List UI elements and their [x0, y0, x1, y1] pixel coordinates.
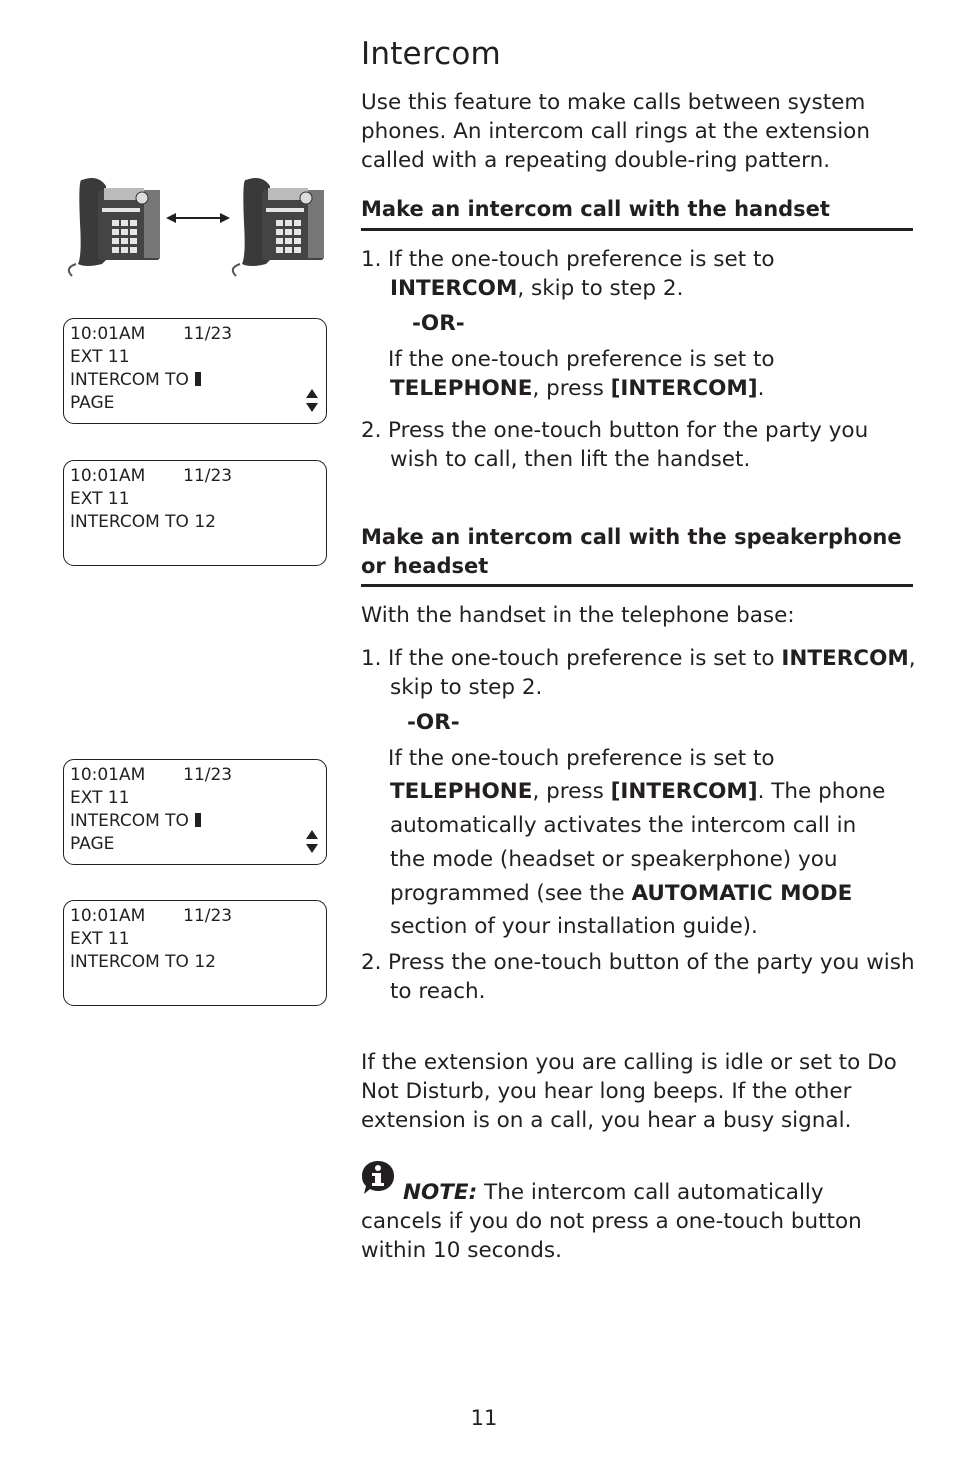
step-text: to reach. — [390, 979, 486, 1004]
step-text: Press the one-touch button for the party you — [388, 418, 869, 443]
step-number: 2. — [361, 950, 382, 975]
lcd-line: INTERCOM TO — [70, 811, 189, 831]
step-text — [388, 644, 916, 673]
lcd-date: 11/23 — [183, 324, 233, 344]
lcd-line: EXT 11 — [70, 489, 130, 509]
phones-illustration — [62, 168, 332, 280]
step-text: , — [908, 646, 916, 671]
step-text: , skip to step 2. — [517, 276, 684, 301]
keyword: INTERCOM — [781, 646, 909, 671]
or-separator: -OR- — [412, 311, 465, 336]
lcd-date: 11/23 — [183, 906, 233, 926]
step-text: wish to call, then lift the handset. — [390, 447, 751, 472]
step-number: 1. — [361, 646, 382, 671]
keyword: [INTERCOM] — [610, 779, 758, 804]
lcd-line: EXT 11 — [70, 347, 130, 367]
section-heading: Make an intercom call with the speakerphone — [361, 525, 902, 549]
section-heading: Make an intercom call with the handset — [361, 197, 830, 221]
lcd-line: EXT 11 — [70, 929, 130, 949]
up-down-arrows-icon — [306, 830, 318, 854]
note-label: NOTE: — [403, 1180, 478, 1205]
or-separator: -OR- — [407, 710, 460, 735]
heading-rule — [361, 584, 913, 587]
step-text: automatically activates the intercom call in — [390, 813, 857, 838]
step-text: , press — [532, 779, 611, 804]
step-text: If the one-touch preference is set to — [388, 646, 782, 671]
lcd-cursor — [195, 813, 201, 827]
step-text: . The phone — [757, 779, 886, 804]
intro-paragraph: Use this feature to make calls between system phones. An intercom call rings at the extension called with a repeating double-ring pattern. — [361, 90, 870, 173]
step-text — [390, 274, 683, 303]
lcd-line: PAGE — [70, 834, 115, 854]
page-title: Intercom — [361, 36, 501, 72]
step-text: Press the one-touch button of the party you wish — [388, 950, 915, 975]
lcd-line: PAGE — [70, 393, 115, 413]
page-number: 11 — [470, 1406, 498, 1430]
keyword: TELEPHONE — [390, 376, 533, 401]
step-text: . — [757, 376, 765, 401]
step-text: programmed (see the — [390, 881, 632, 906]
keyword: [INTERCOM] — [610, 376, 758, 401]
lcd-line: INTERCOM TO 12 — [70, 512, 216, 532]
lcd-line: INTERCOM TO — [70, 370, 189, 390]
keyword: INTERCOM — [390, 276, 518, 301]
up-down-arrows-icon — [306, 389, 318, 413]
lcd-time: 10:01AM — [70, 466, 146, 486]
keyword: TELEPHONE — [390, 779, 533, 804]
desk-phone-icon — [69, 178, 160, 276]
lcd-date: 11/23 — [183, 466, 233, 486]
step-text: the mode (headset or speakerphone) you — [390, 847, 838, 872]
lcd-time: 10:01AM — [70, 765, 146, 785]
note-text: The intercom call automatically cancels if you do not press a one-touch button within 10 seconds. — [361, 1180, 862, 1263]
step-number: 1. — [361, 247, 382, 272]
step-text — [390, 374, 764, 403]
section-heading: or headset — [361, 554, 489, 578]
busy-paragraph: If the extension you are calling is idle or set to Do Not Disturb, you hear long beeps. If the other extension is on a call, you hear a busy signal. — [361, 1050, 897, 1133]
step-text: section of your installation guide). — [390, 914, 758, 939]
lcd-cursor — [195, 372, 201, 386]
lcd-screen — [63, 460, 327, 566]
step-text: , press — [532, 376, 611, 401]
lcd-time: 10:01AM — [70, 906, 146, 926]
step-text: If the one-touch preference is set to — [388, 247, 775, 272]
step-text: If the one-touch preference is set to — [388, 347, 775, 372]
lcd-screen — [63, 900, 327, 1006]
step-text — [390, 879, 852, 908]
lead-text: With the handset in the telephone base: — [361, 603, 795, 628]
step-number: 2. — [361, 418, 382, 443]
keyword: AUTOMATIC MODE — [631, 881, 853, 906]
double-arrow-icon — [166, 213, 230, 223]
lcd-date: 11/23 — [183, 765, 233, 785]
lcd-screen — [63, 759, 327, 865]
note-paragraph — [361, 1178, 901, 1265]
lcd-line: INTERCOM TO 12 — [70, 952, 216, 972]
step-text — [390, 777, 885, 806]
lcd-time: 10:01AM — [70, 324, 146, 344]
lcd-line: EXT 11 — [70, 788, 130, 808]
step-text: skip to step 2. — [390, 675, 543, 700]
desk-phone-icon — [233, 178, 324, 276]
step-text: If the one-touch preference is set to — [388, 746, 775, 771]
heading-rule — [361, 228, 913, 231]
lcd-screen — [63, 318, 327, 424]
